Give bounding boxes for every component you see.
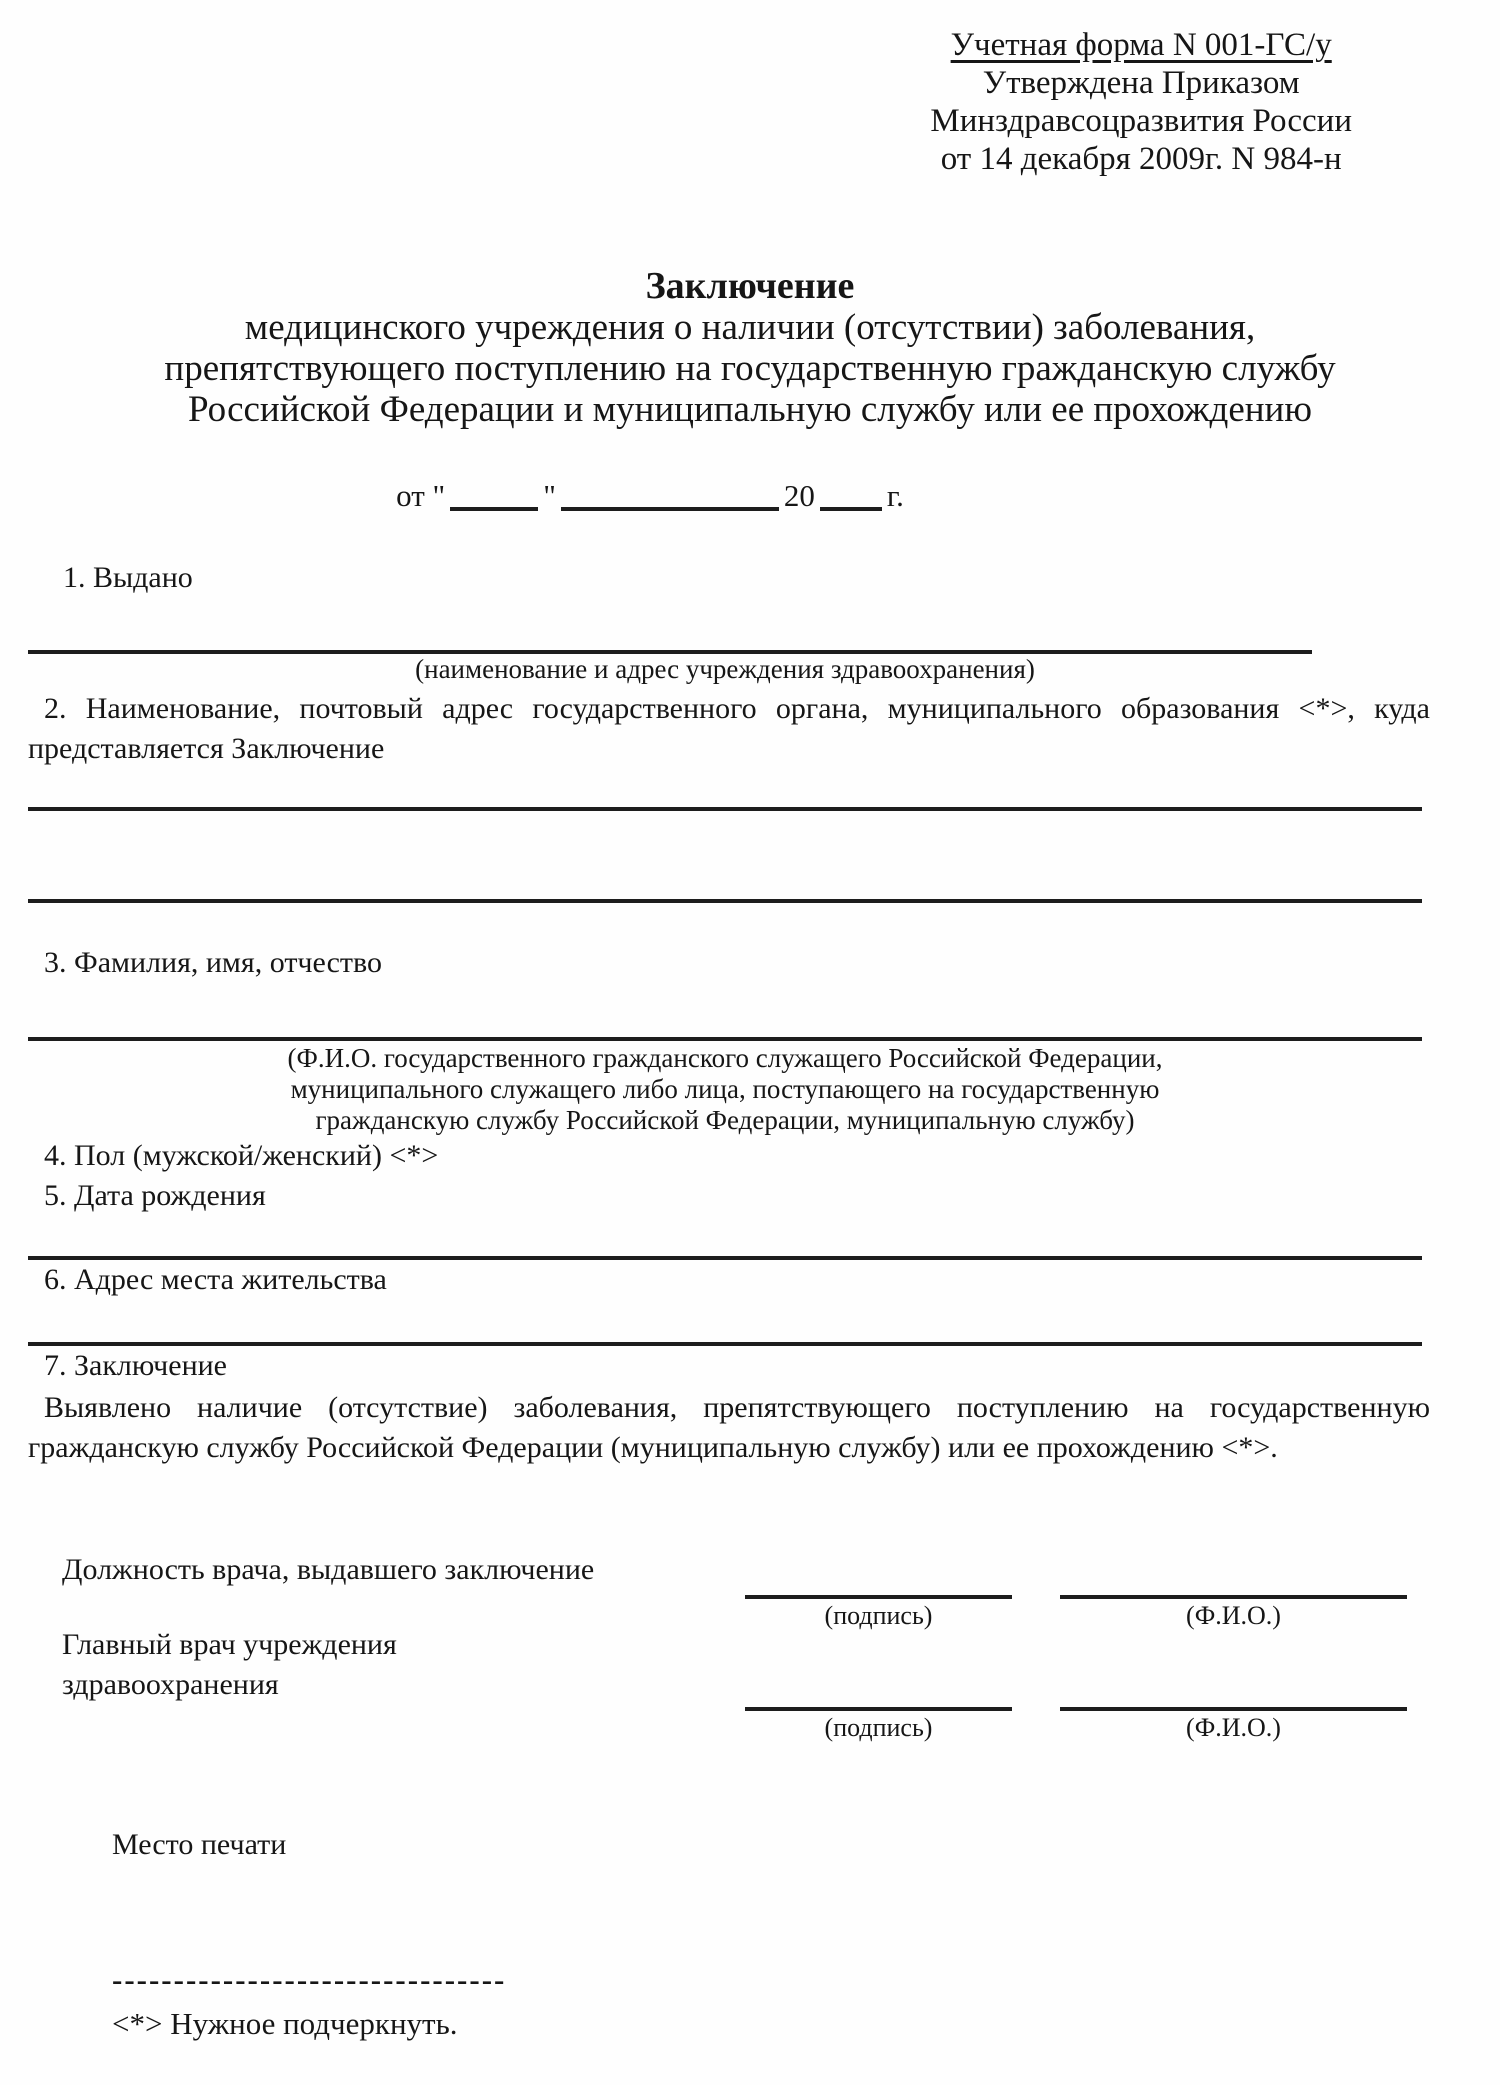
date-line — [396, 476, 904, 516]
date-from-label: от " — [396, 478, 446, 513]
blank-field-line-3 — [28, 899, 1422, 903]
chief-doctor-fio-line — [1060, 1707, 1407, 1711]
doctor-signature-line — [745, 1595, 1012, 1599]
header-block — [930, 0, 1352, 178]
doctor-signature-row — [0, 1550, 1500, 1631]
subtitle-line-1: медицинского учреждения о наличии (отсутствии) заболевания, — [244, 307, 1256, 348]
item-1-caption: (наименование и адрес учреждения здравоохранения) — [415, 654, 1035, 684]
date-year-suffix: г. — [886, 478, 904, 513]
chief-doctor-fio-column — [1060, 1625, 1407, 1743]
chief-doctor-signature-caption: (подпись) — [824, 1713, 933, 1742]
chief-doctor-fio-caption: (Ф.И.О.) — [1186, 1713, 1281, 1742]
doctor-fio-column — [1060, 1550, 1407, 1631]
blank-field-line-4 — [28, 1037, 1422, 1041]
item-3-caption-line-1: (Ф.И.О. государственного гражданского служащего Российской Федерации, — [287, 1043, 1163, 1073]
footnote-text: <*> Нужное подчеркнуть. — [112, 2006, 458, 2041]
stamp-place-label: Место печати — [112, 1828, 287, 1861]
item-4-label: 4. Пол (мужской/женский) <*> — [44, 1139, 439, 1172]
chief-doctor-label-line-2: здравоохранения — [62, 1668, 279, 1701]
approved-line-3: от 14 декабря 2009г. N 984-н — [940, 141, 1342, 177]
blank-field-line-2 — [28, 807, 1422, 811]
blank-day-field — [450, 507, 538, 511]
item-7-conclusion-text: Выявлено наличие (отсутствие) заболевания, препятствующего поступлению на государственную гражданскую службу Российской Федерации (муниципальную службу) или ее прохождению <*>. — [28, 1391, 1430, 1464]
subtitle-line-3: Российской Федерации и муниципальную службу или ее прохождению — [188, 389, 1312, 430]
item-3-label: 3. Фамилия, имя, отчество — [44, 946, 382, 979]
approved-line-1: Утверждена Приказом — [982, 65, 1300, 101]
document-title: Заключение — [645, 265, 855, 307]
blank-year-field — [820, 507, 882, 511]
date-century: 20 — [783, 478, 815, 513]
chief-doctor-label — [62, 1625, 745, 1743]
chief-doctor-signature-line — [745, 1707, 1012, 1711]
chief-doctor-label-line-1: Главный врач учреждения — [62, 1628, 397, 1661]
form-number: Учетная форма N 001-ГС/у — [950, 27, 1332, 63]
footnote-divider-dashes: -------------------------------- — [112, 1962, 507, 1997]
doctor-fio-caption: (Ф.И.О.) — [1186, 1601, 1281, 1630]
chief-doctor-signature-column — [745, 1625, 1012, 1743]
doctor-signature-column — [745, 1550, 1012, 1631]
item-3-caption-line-2: муниципального служащего либо лица, поступающего на государственную — [290, 1074, 1160, 1104]
item-2-text: 2. Наименование, почтовый адрес государственного органа, муниципального образования <*>, куда представляется Заключение — [28, 692, 1430, 765]
chief-doctor-signature-row — [0, 1625, 1500, 1743]
item-3-caption-line-3: гражданскую службу Российской Федерации, муниципальную службу) — [315, 1105, 1135, 1135]
doctor-signature-caption: (подпись) — [824, 1601, 933, 1630]
item-6-label: 6. Адрес места жительства — [44, 1263, 387, 1296]
item-7-label: 7. Заключение — [44, 1349, 227, 1382]
blank-month-field — [561, 507, 779, 511]
doctor-position-label: Должность врача, выдавшего заключение — [62, 1553, 595, 1586]
approved-line-2: Минздравсоцразвития России — [930, 103, 1352, 139]
item-5-label: 5. Дата рождения — [44, 1179, 266, 1212]
title-block — [0, 266, 1500, 430]
date-closing-quote: " — [543, 478, 556, 513]
doctor-fio-line — [1060, 1595, 1407, 1599]
item-1-label: 1. Выдано — [63, 561, 193, 594]
subtitle-line-2: препятствующего поступлению на государственную гражданскую службу — [164, 348, 1336, 389]
